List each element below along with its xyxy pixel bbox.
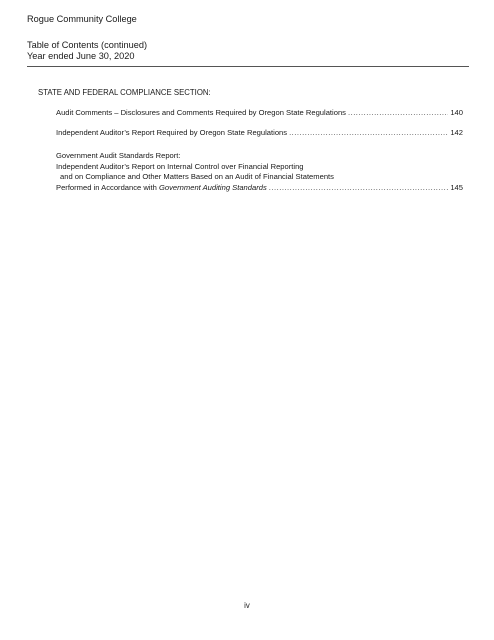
fiscal-period: Year ended June 30, 2020 <box>27 51 135 61</box>
toc-entry[interactable] <box>56 128 463 139</box>
dot-leader <box>348 108 448 119</box>
gas-heading: Government Audit Standards Report: <box>56 151 181 160</box>
gas-line-3 <box>56 183 267 194</box>
gas-line-3-prefix: Performed in Accordance with <box>56 182 159 192</box>
toc-entry[interactable] <box>56 108 463 119</box>
toc-entry-page: 142 <box>450 128 463 137</box>
section-heading: STATE AND FEDERAL COMPLIANCE SECTION: <box>38 88 211 97</box>
toc-title: Table of Contents (continued) <box>27 40 148 50</box>
page-number: iv <box>244 601 250 610</box>
toc-entry-title: Audit Comments – Disclosures and Comments Required by Oregon State Regulations <box>56 108 346 117</box>
toc-entry-page: 140 <box>450 108 463 117</box>
toc-entry-page: 145 <box>450 182 463 192</box>
toc-entry-title: Independent Auditor’s Report Required by Oregon State Regulations <box>56 128 288 137</box>
organization-name: Rogue Community College <box>27 14 137 24</box>
dot-leader <box>269 183 449 194</box>
gas-line-2: and on Compliance and Other Matters Based on an Audit of Financial Statements <box>60 172 334 181</box>
gas-line-3-italic: Government Auditing Standards <box>159 182 267 192</box>
header-divider <box>27 66 469 67</box>
dot-leader <box>289 128 448 139</box>
gas-report-block[interactable] <box>56 151 463 193</box>
gas-line-1: Independent Auditor’s Report on Internal Control over Financial Reporting <box>56 161 304 171</box>
